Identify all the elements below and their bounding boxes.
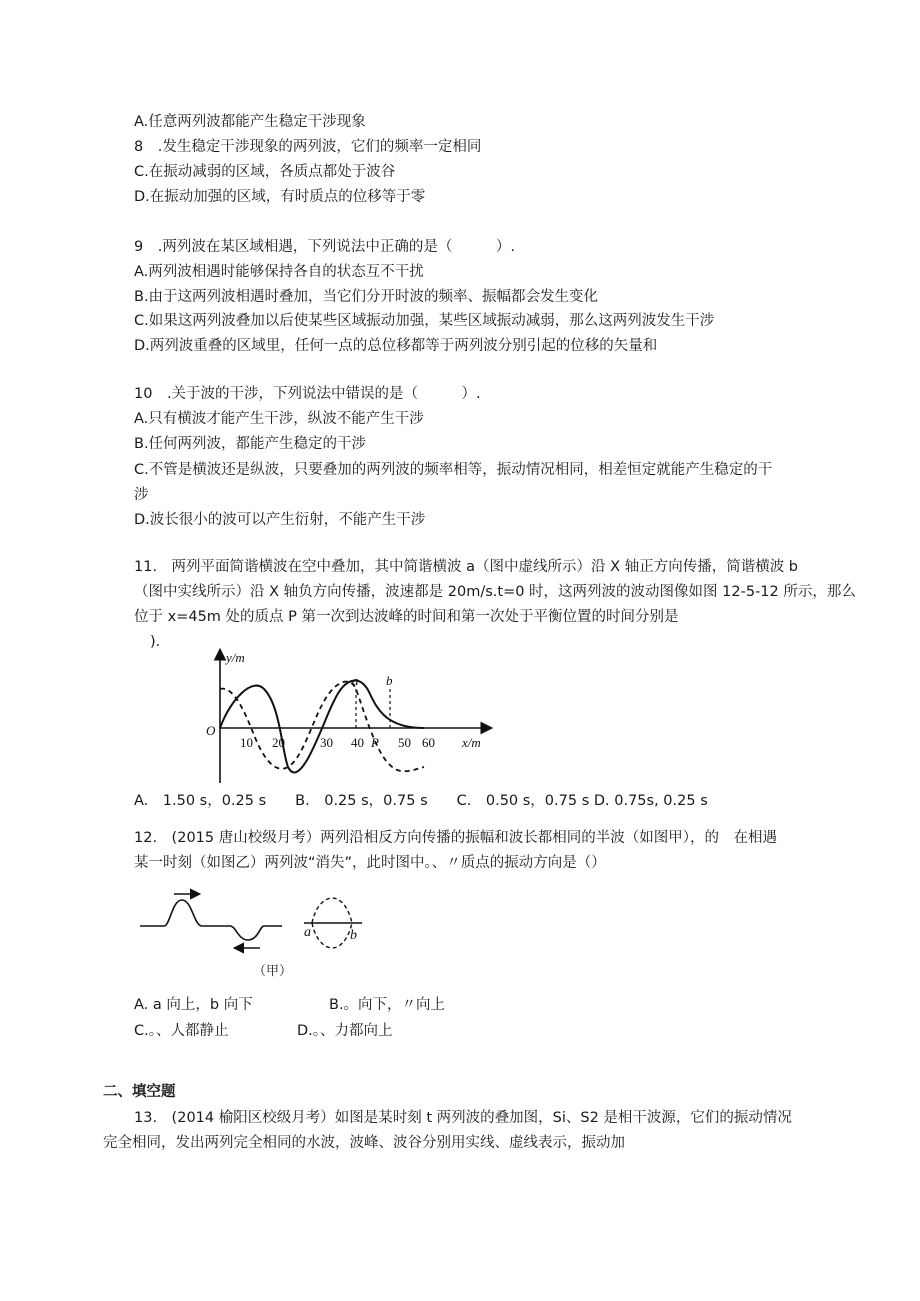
y-axis-label: y/m <box>226 650 245 665</box>
q10-stem: 10 .关于波的干涉，下列说法中错误的是（ ）. <box>134 386 481 402</box>
q9-stem: 9 .两列波在某区域相遇，下列说法中正确的是（ ）. <box>134 239 515 255</box>
figure-jia-caption: （甲） <box>253 964 293 979</box>
section-title: 二、填空题 <box>103 1084 176 1100</box>
q12-option-d: D.。、力都向上 <box>297 1023 393 1039</box>
tick-label: 60 <box>422 735 435 750</box>
q7-option-a: A.任意两列波都能产生稳定干涉现象 <box>134 114 366 130</box>
q8-stem: 8 .发生稳定干涉现象的两列波，它们的频率一定相同 <box>134 139 482 155</box>
tick-label: 40 <box>351 735 364 750</box>
dashed-crest <box>312 898 352 923</box>
tick-label: 50 <box>398 735 411 750</box>
dashed-trough <box>312 923 352 948</box>
point-b-label: b <box>350 928 357 943</box>
label-b: b <box>386 673 393 688</box>
q9-option-d: D.两列波重叠的区域里，任何一点的总位移都等于两列波分别引起的位移的矢量和 <box>134 338 658 354</box>
q11-line-4: )． <box>150 634 171 650</box>
q13-line-2: 完全相同，发出两列完全相同的水波，波峰、波谷分别用实线、虚线表示，振动加 <box>103 1135 625 1151</box>
q10-option-a: A.只有横波才能产生干涉，纵波不能产生干涉 <box>134 411 424 427</box>
q9-option-c: C.如果这两列波叠加以后使某些区域振动加强，某些区域振动减弱，那么这两列波发生干涉 <box>134 313 715 329</box>
tick-label: 30 <box>320 735 333 750</box>
q12-line-1: 12. (2015 唐山校级月考）两列沿相反方向传播的振幅和波长都相同的半波（如图甲），的 在相遇 <box>134 830 777 846</box>
q11-options: A. 1.50 s，0.25 s B. 0.25 s，0.75 s C. 0.50 s，0.75 s D. 0.75s, 0.25 s <box>134 793 708 809</box>
q11-line-3: 位于 x=45m 处的质点 P 第一次到达波峰的时间和第一次处于平衡位置的时间分别是 <box>134 609 679 625</box>
q9-option-b: B.由于这两列波相遇时叠加，当它们分开时波的频率、振幅都会发生变化 <box>134 289 599 305</box>
q11-line-2: （图中实线所示）沿 X 轴负方向传播，波速都是 20m∕s.t=0 时，这两列波的波动图像如图 12-5-12 所示，那么 <box>134 584 856 600</box>
tick-label: 10 <box>240 735 253 750</box>
q10-option-c-cont: 涉 <box>134 487 149 503</box>
q10-option-b: B.任何两列波，都能产生稳定的干涉 <box>134 436 367 452</box>
q12-line-2: 某一时刻（如图乙）两列波“消失”，此时图中。、〃质点的振动方向是（） <box>134 855 606 871</box>
q10-option-c: C.不管是横波还是纵波，只要叠加的两列波的频率相等，振动情况相同，相差恒定就能产生稳定的干 <box>134 462 773 478</box>
q12-option-c: C.。、人都静止 <box>134 1023 229 1039</box>
q11-line-1: 11. 两列平面简谐横波在空中叠加，其中简谐横波 a（图中虚线所示）沿 X 轴正方向传播，简谐横波 b <box>134 559 799 575</box>
x-axis-label: x/m <box>462 735 481 750</box>
q8-option-d: D.在振动加强的区域，有时质点的位移等于零 <box>134 189 426 205</box>
wave-graph <box>200 645 500 785</box>
wave-b-solid <box>220 681 424 773</box>
q8-option-c: C.在振动减弱的区域，各质点都处于波谷 <box>134 164 396 180</box>
q13-line-1: 13. (2014 榆阳区校级月考）如图是某时刻 t 两列波的叠加图，Si、S2 是相干波源，它们的振动情况 <box>134 1110 792 1126</box>
half-wave-up <box>140 900 224 926</box>
q10-option-d: D.波长很小的波可以产生衍射，不能产生干涉 <box>134 512 426 528</box>
point-p-label: P <box>371 735 379 750</box>
label-a: a <box>352 673 359 688</box>
figure-jia <box>136 888 286 958</box>
q12-option-b: B.。向下，〃向上 <box>329 997 446 1013</box>
tick-label: 20 <box>272 735 285 750</box>
origin-label: O <box>206 723 216 738</box>
q9-option-a: A.两列波相遇时能够保持各自的状态互不干扰 <box>134 264 424 280</box>
half-wave-down <box>224 926 282 940</box>
point-a-label: a <box>304 925 311 940</box>
q12-option-a: A. a 向上，b 向下 <box>134 997 253 1013</box>
figure-yi <box>300 892 370 952</box>
